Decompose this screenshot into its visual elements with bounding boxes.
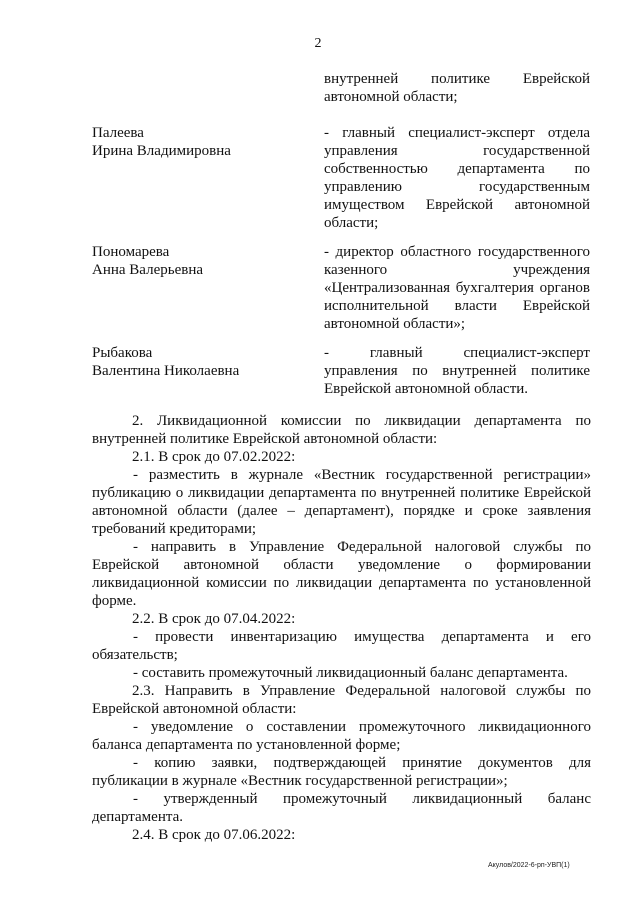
member-surname: Палеева [92,125,144,141]
paragraph-line: Еврейской автономной области: [92,701,297,717]
paragraph-line: - утвержденный промежуточный ликвидационный баланс [133,791,591,807]
position-line: внутренней политике Еврейской [324,71,590,87]
paragraph-line: - провести инвентаризацию имущества департамента и его [133,629,591,645]
paragraph-line: - копию заявки, подтверждающей принятие документов для [133,755,591,771]
position-line: «Централизованная бухгалтерия органов [324,280,590,296]
paragraph-line: публикацию о ликвидации департамента по внутренней политике Еврейской [92,485,591,501]
paragraph-line: обязательств; [92,647,178,663]
paragraph-line: требований кредиторами; [92,521,257,537]
page-number: 2 [314,36,322,51]
document-code: Акулов/2022-6-рп-УВП(1) [488,862,570,869]
paragraph-line: ликвидационной комиссии по ликвидации департамента по установленной [92,575,591,591]
section-heading-line: 2.1. В срок до 07.02.2022: [132,449,296,465]
position-line: управления государственной [324,143,590,159]
position-line: - главный специалист-эксперт [324,345,590,361]
position-line: - главный специалист-эксперт отдела [324,125,590,141]
position-line: управлению государственным [324,179,590,195]
paragraph-line: публикации в журнале «Вестник государственной регистрации»; [92,773,508,789]
member-given-names: Ирина Владимировна [92,143,231,159]
position-line: имуществом Еврейской автономной [324,197,590,213]
position-line: казенного учреждения [324,262,590,278]
position-line: исполнительной власти Еврейской [324,298,590,314]
paragraph-line: Еврейской автономной области уведомление о формировании [92,557,591,573]
member-surname: Пономарева [92,244,170,260]
paragraph-line: - разместить в журнале «Вестник государственной регистрации» [133,467,591,483]
paragraph-line: 2. Ликвидационной комиссии по ликвидации департамента по [132,413,591,429]
paragraph-line: автономной области (далее – департамент), порядке и сроке заявления [92,503,591,519]
paragraph-line: - направить в Управление Федеральной налоговой службы по [133,539,591,555]
position-line: автономной области»; [324,316,466,332]
section-heading-line: 2.4. В срок до 07.06.2022: [132,827,296,843]
position-line: автономной области; [324,89,458,105]
paragraph-line: департамента. [92,809,183,825]
member-given-names: Валентина Николаевна [92,363,240,379]
paragraph-line: - уведомление о составлении промежуточного ликвидационного [133,719,591,735]
member-given-names: Анна Валерьевна [92,262,203,278]
position-line: - директор областного государственного [324,244,590,260]
position-line: собственностью департамента по [324,161,590,177]
paragraph-line: внутренней политике Еврейской автономной области: [92,431,438,447]
paragraph-line: баланса департамента по установленной форме; [92,737,401,753]
paragraph-line: - составить промежуточный ликвидационный баланс департамента. [133,665,568,681]
member-surname: Рыбакова [92,345,153,361]
position-line: управления по внутренней политике [324,363,590,379]
position-line: Еврейской автономной области. [324,381,529,397]
paragraph-line: 2.3. Направить в Управление Федеральной налоговой службы по [132,683,591,699]
position-line: области; [324,215,379,231]
paragraph-line: форме. [92,593,137,609]
section-heading-line: 2.2. В срок до 07.04.2022: [132,611,296,627]
